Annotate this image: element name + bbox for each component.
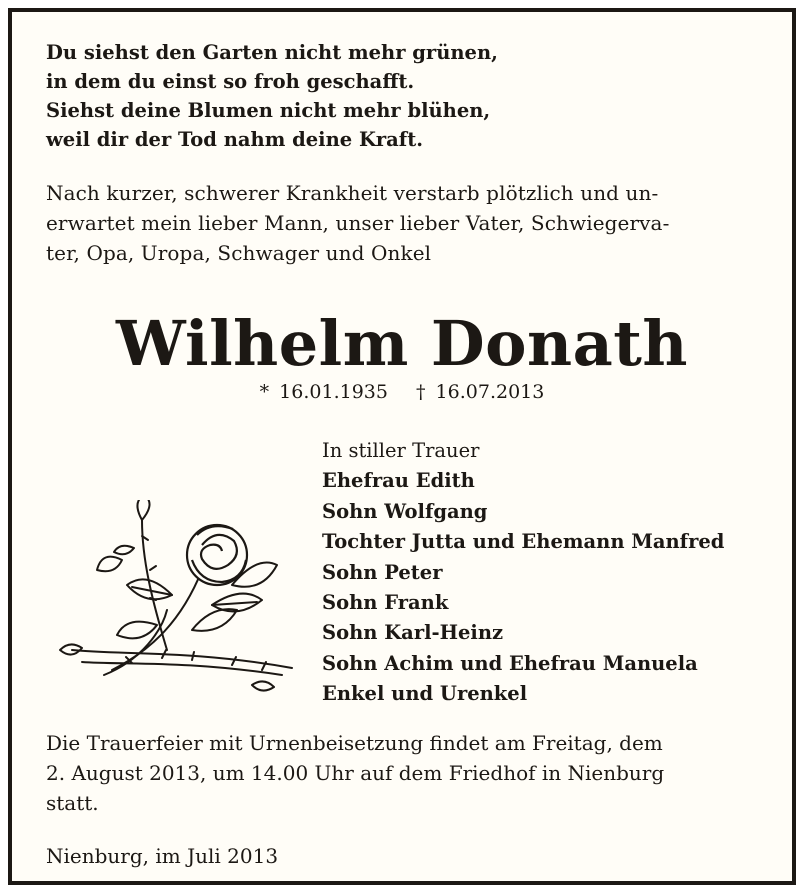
mourner-item: Sohn Frank [322, 591, 449, 615]
poem-line: weil dir der Tod nahm deine Kraft. [46, 128, 423, 151]
service-line: 2. August 2013, um 14.00 Uhr auf dem Friedhof in Nienburg [46, 761, 665, 785]
mourner-item: Sohn Wolfgang [322, 499, 488, 523]
place-date: Nienburg, im Juli 2013 [46, 844, 279, 868]
intro-line: Nach kurzer, schwerer Krankheit verstarb plötzlich und un- [46, 181, 659, 205]
intro-line: ter, Opa, Uropa, Schwager und Onkel [46, 241, 432, 265]
service-line: Die Trauerfeier mit Urnenbeisetzung findet am Freitag, dem [46, 731, 663, 755]
mourner-item: Ehefrau Edith [322, 469, 475, 493]
deceased-name: Wilhelm Donath [116, 307, 688, 380]
mourner-item: Sohn Achim und Ehefrau Manuela [322, 651, 698, 675]
mourner-item: Enkel und Urenkel [322, 682, 528, 706]
service-line: statt. [46, 791, 99, 815]
mourners-block [322, 436, 724, 710]
intro-text [46, 178, 751, 268]
intro-line: erwartet mein lieber Mann, unser lieber Vater, Schwiegerva- [46, 211, 670, 235]
rose-icon [42, 500, 302, 700]
mourner-item: Tochter Jutta und Ehemann Manfred [322, 530, 725, 554]
life-dates [12, 380, 792, 404]
mourner-item: Sohn Peter [322, 560, 443, 584]
birth-date: * 16.01.1935 [259, 381, 388, 403]
obituary-notice [8, 8, 796, 885]
poem-line: Siehst deine Blumen nicht mehr blühen, [46, 99, 491, 122]
death-date: † 16.07.2013 [416, 381, 545, 403]
poem-line: Du siehst den Garten nicht mehr grünen, [46, 41, 498, 64]
mourner-item: Sohn Karl-Heinz [322, 621, 504, 645]
service-info [46, 728, 766, 818]
mourners-heading: In stiller Trauer [322, 439, 480, 462]
poem-line: in dem du einst so froh geschafft. [46, 70, 415, 93]
poem [46, 38, 498, 154]
